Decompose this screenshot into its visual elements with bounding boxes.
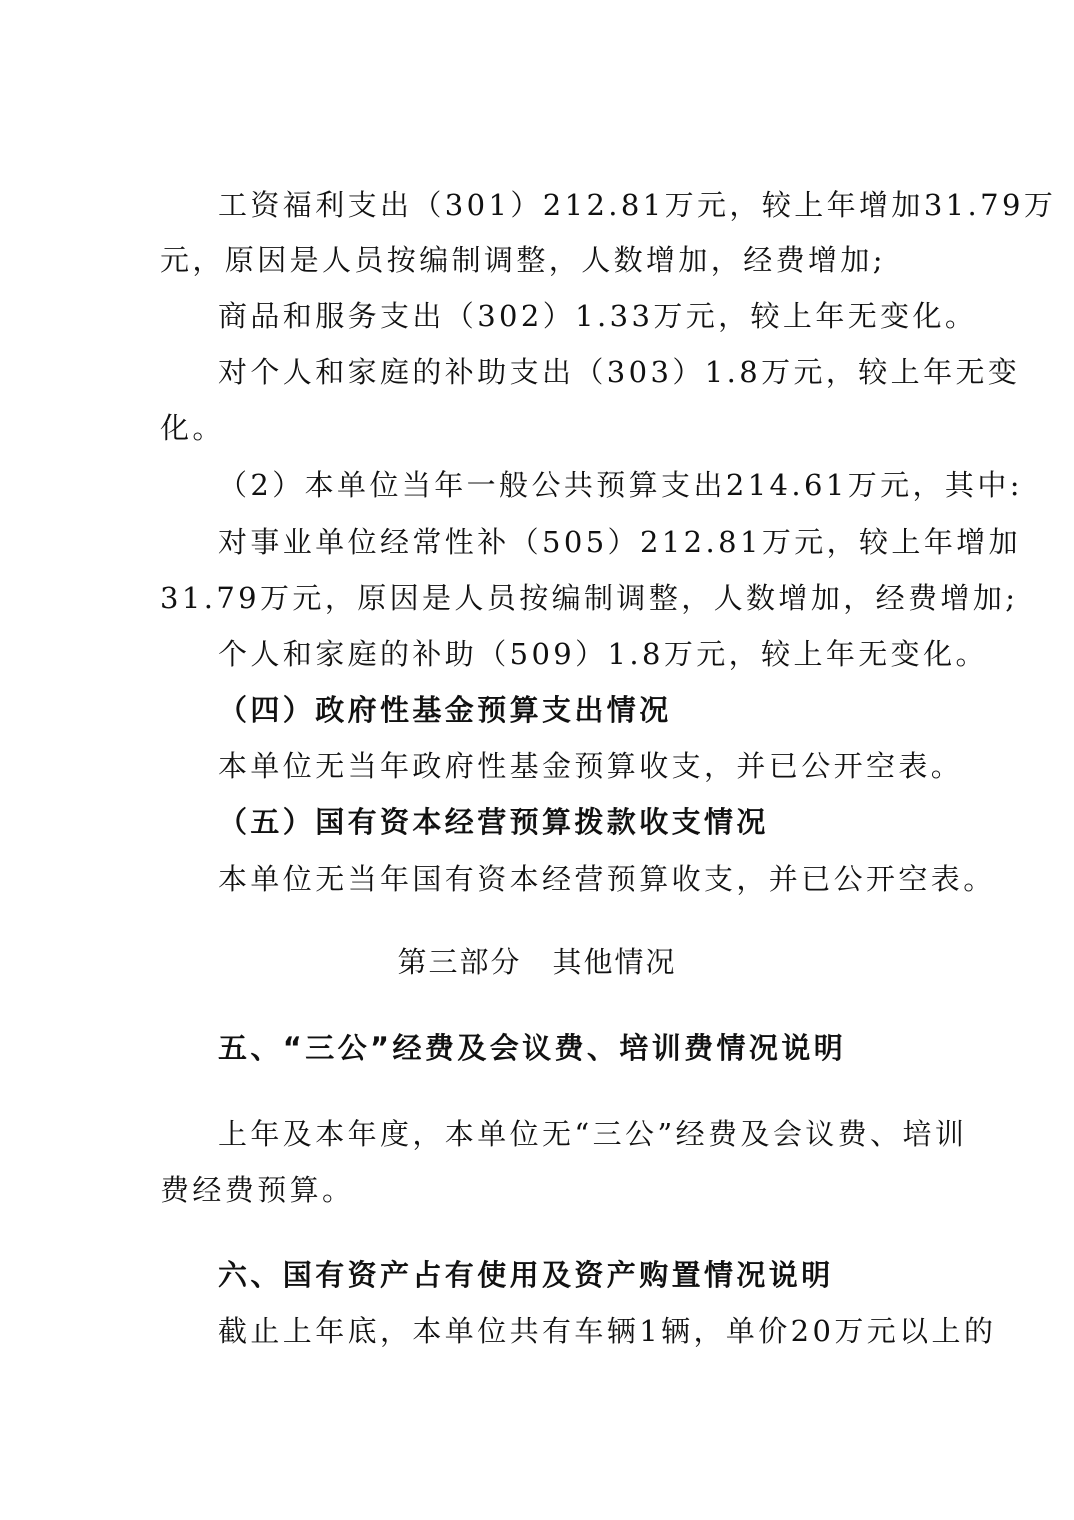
- paragraph-government-fund: 本单位无当年政府性基金预算收支，并已公开空表。: [218, 749, 964, 783]
- paragraph-state-assets: 截止上年底，本单位共有车辆1辆，单价20万元以上的: [218, 1314, 997, 1348]
- part-three-title: 第三部分 其他情况: [397, 945, 677, 979]
- paragraph-line-household-subsidy-cont: 化。: [160, 411, 225, 445]
- paragraph-state-capital: 本单位无当年国有资本经营预算收支，并已公开空表。: [218, 862, 996, 896]
- paragraph-line-general-budget: （2）本单位当年一般公共预算支出214.61万元，其中:: [218, 468, 1023, 502]
- section-heading-state-capital: （五）国有资本经营预算拨款收支情况: [218, 805, 769, 839]
- paragraph-line-institution-subsidy: 对事业单位经常性补（505）212.81万元，较上年增加: [218, 525, 1022, 559]
- item-heading-state-assets: 六、国有资产占有使用及资产购置情况说明: [218, 1258, 834, 1292]
- paragraph-line-institution-reason: 31.79万元，原因是人员按编制调整，人数增加，经费增加;: [160, 581, 1019, 615]
- paragraph-line-wage-expense: 工资福利支出（301）212.81万元，较上年增加31.79万: [218, 188, 1057, 222]
- paragraph-line-wage-reason: 元，原因是人员按编制调整，人数增加，经费增加;: [160, 243, 886, 277]
- item-heading-three-public-expenses: 五、“三公”经费及会议费、培训费情况说明: [218, 1031, 847, 1065]
- section-heading-government-fund: （四）政府性基金预算支出情况: [218, 693, 672, 727]
- paragraph-line-goods-services: 商品和服务支出（302）1.33万元，较上年无变化。: [218, 299, 978, 333]
- paragraph-three-public-expenses-cont: 费经费预算。: [160, 1173, 355, 1207]
- paragraph-three-public-expenses: 上年及本年度，本单位无“三公”经费及会议费、培训: [218, 1117, 968, 1151]
- paragraph-line-household-subsidy: 对个人和家庭的补助支出（303）1.8万元，较上年无变: [218, 355, 1021, 389]
- paragraph-line-personal-subsidy: 个人和家庭的补助（509）1.8万元，较上年无变化。: [218, 637, 988, 671]
